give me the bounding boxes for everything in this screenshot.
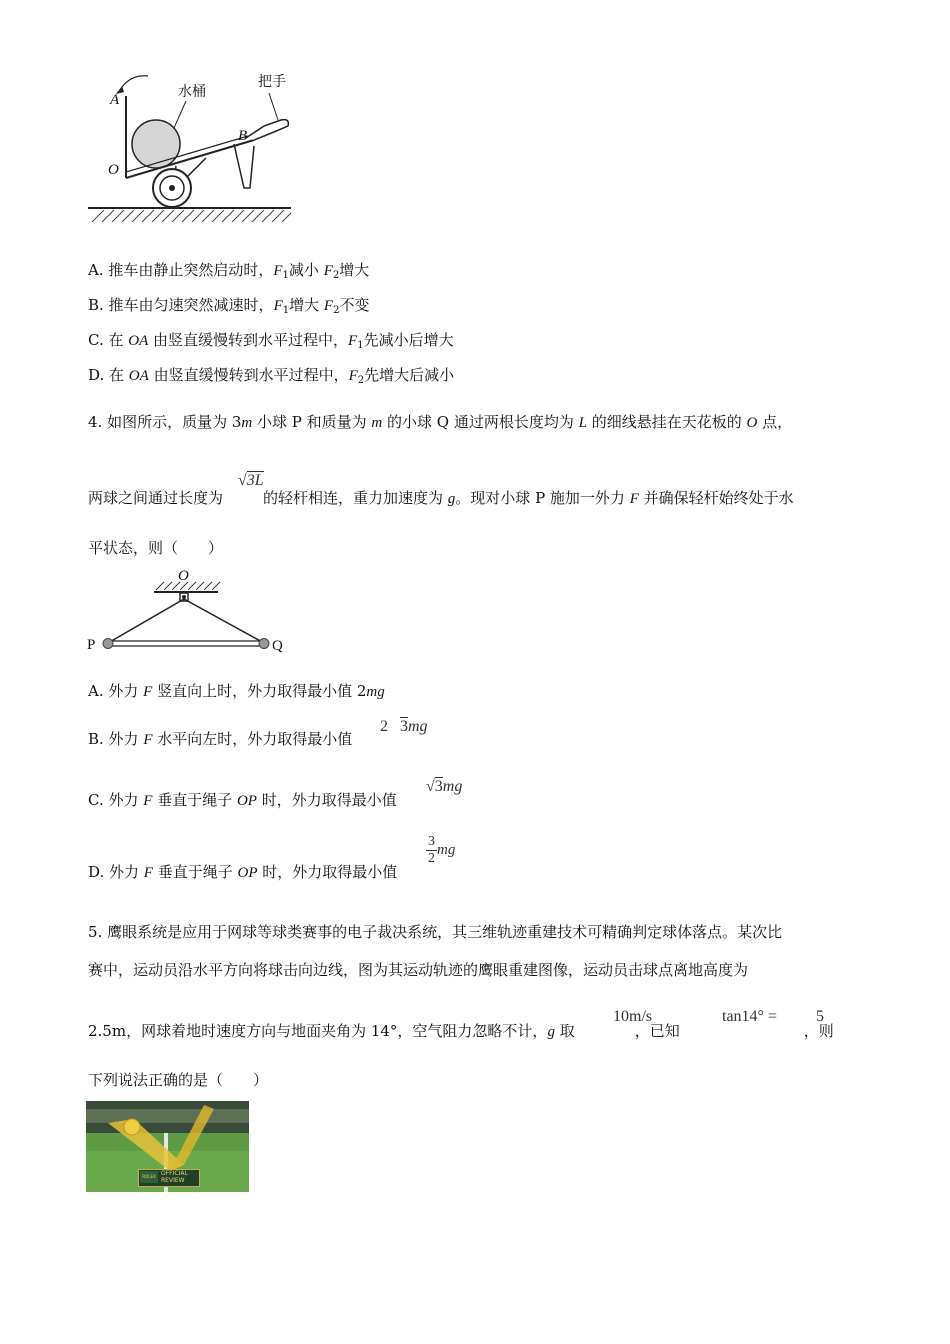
q3-option-d: D. 在 OA 由竖直缓慢转到水平过程中，$F_2$先增大后减小 [88,366,455,386]
label-a: A [110,92,120,108]
option-d-math: $\frac{3}{2}$ mg [428,834,456,866]
tan-expression: tan14° = [722,1008,777,1025]
q4-option-c: C. 外力 F 垂直于绳子 OP 时，外力取得最小值 [88,791,397,809]
tan-value: 5 [816,1008,824,1025]
q3-option-c: C. 在 OA 由竖直缓慢转到水平过程中，$F_1$先减小后增大 [88,331,454,351]
q5-stem-line2: 赛中，运动员沿水平方向将球击向边线，图为其运动轨迹的鹰眼重建图像，运动员击球点离地高度为 [88,961,749,979]
q3-option-b: B. 推车由匀速突然减速时，$F_1$增大 $F_2$不变 [88,296,370,316]
label-b: B [238,128,248,144]
label-o: O [108,162,119,178]
label-handle: 把手 [258,74,286,90]
fig2-label-p: P [87,637,96,653]
q5-stem-line3: 2.5m，网球着地时速度方向与地面夹角为 14°，空气阻力忽略不计，g 取 ，已知 ，则 [88,1022,834,1040]
fig2-label-q: Q [272,638,283,654]
hawkeye-photo [86,1101,249,1192]
q4-stem-line3: 平状态，则（ ） [88,539,224,557]
sqrt3-length: √3L [238,472,264,489]
q4-option-d: D. 外力 F 垂直于绳子 OP 时，外力取得最小值 [88,863,398,881]
fig2-label-o: O [178,568,189,584]
q4-stem-line1: 4. 如图所示，质量为 3m 小球 P 和质量为 m 的小球 Q 通过两根长度均为 L 的细线悬挂在天花板的 O 点， [88,413,793,431]
label-bucket: 水桶 [178,84,206,100]
q4-stem-line2: 两球之间通过长度为 的轻杆相连，重力加速度为 g。现对小球 P 施加一外力 F 并确保轻杆始终处于水 [88,489,794,507]
q4-option-a: A. 外力 F 竖直向上时，外力取得最小值 2mg [88,682,385,700]
q4-option-b: B. 外力 F 水平向左时，外力取得最小值 [88,730,353,748]
option-b-math: 2 3mg [380,718,428,735]
q5-stem-line4: 下列说法正确的是（ ） [88,1071,269,1089]
pq-rod-figure [86,566,296,660]
badge-logo: ROLEX [140,1171,158,1183]
wheelbarrow-figure [86,68,296,228]
badge-review: REVIEW [161,1177,185,1184]
option-c-math: √3mg [426,778,463,795]
badge-official: OFFICIAL [161,1170,188,1177]
g-value: 10m/s [613,1008,653,1025]
q5-stem-line1: 5. 鹰眼系统是应用于网球等球类赛事的电子裁决系统，其三维轨迹重建技术可精确判定球体落点。某次比 [88,923,783,941]
q3-option-a: A. 推车由静止突然启动时，$F_1$减小 $F_2$增大 [88,261,370,281]
